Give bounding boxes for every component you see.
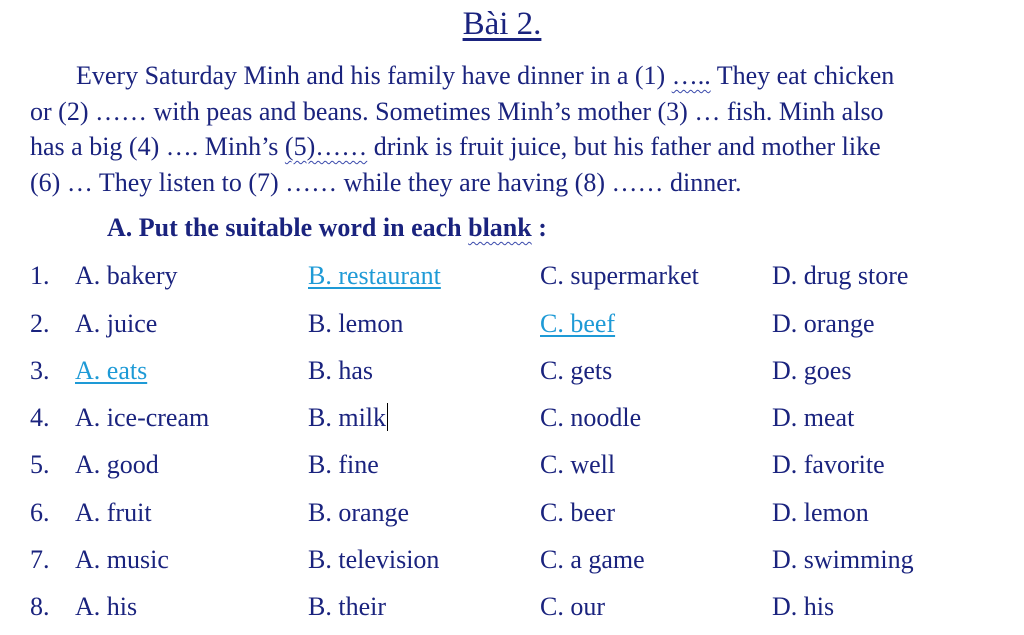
instruction-text: A. Put the suitable word in each bbox=[107, 213, 469, 242]
passage-text: drink is fruit juice, but his father and mother like bbox=[367, 132, 881, 161]
option-a[interactable]: A. ice-cream bbox=[75, 403, 210, 432]
option-a-correct[interactable]: A. eats bbox=[75, 356, 148, 385]
option-a[interactable]: A. good bbox=[75, 450, 159, 479]
option-b-text: B. milk bbox=[308, 403, 387, 432]
question-number: 7. bbox=[30, 545, 50, 574]
question-row-7 bbox=[0, 538, 1024, 582]
question-number: 1. bbox=[30, 261, 50, 290]
option-b[interactable]: B. lemon bbox=[308, 309, 404, 338]
option-a[interactable]: A. bakery bbox=[75, 261, 178, 290]
question-number: 5. bbox=[30, 450, 50, 479]
question-number: 8. bbox=[30, 592, 50, 621]
option-b-correct[interactable]: B. restaurant bbox=[308, 261, 441, 290]
question-row-6 bbox=[0, 491, 1024, 535]
option-d[interactable]: D. meat bbox=[772, 403, 855, 432]
question-row-8 bbox=[0, 585, 1024, 629]
question-row-3 bbox=[0, 349, 1024, 393]
option-d[interactable]: D. his bbox=[772, 592, 835, 621]
option-c[interactable]: C. beer bbox=[540, 498, 616, 527]
spell-check-mark: blank bbox=[468, 213, 532, 242]
option-b[interactable] bbox=[308, 396, 388, 440]
option-b[interactable]: B. television bbox=[308, 545, 440, 574]
question-row-2 bbox=[0, 302, 1024, 346]
option-d[interactable]: D. goes bbox=[772, 356, 852, 385]
spell-check-mark: (5)…… bbox=[284, 132, 368, 161]
spell-check-mark: ….. bbox=[671, 61, 711, 90]
passage bbox=[30, 58, 1010, 200]
text-cursor bbox=[387, 403, 388, 431]
option-c[interactable]: C. our bbox=[540, 592, 605, 621]
instruction-heading bbox=[107, 208, 547, 248]
option-a[interactable]: A. fruit bbox=[75, 498, 152, 527]
question-number: 6. bbox=[30, 498, 50, 527]
option-d[interactable]: D. orange bbox=[772, 309, 875, 338]
option-c[interactable]: C. supermarket bbox=[540, 261, 699, 290]
question-row-5 bbox=[0, 443, 1024, 487]
option-b[interactable]: B. has bbox=[308, 356, 373, 385]
option-a[interactable]: A. music bbox=[75, 545, 169, 574]
option-b[interactable]: B. their bbox=[308, 592, 386, 621]
question-row-4 bbox=[0, 396, 1024, 440]
option-d[interactable]: D. drug store bbox=[772, 261, 909, 290]
option-c[interactable]: C. a game bbox=[540, 545, 645, 574]
passage-line-3 bbox=[30, 129, 1010, 165]
question-number: 3. bbox=[30, 356, 50, 385]
option-c[interactable]: C. gets bbox=[540, 356, 613, 385]
question-number: 2. bbox=[30, 309, 50, 338]
option-b[interactable]: B. orange bbox=[308, 498, 410, 527]
passage-text: Every Saturday Minh and his family have dinner in a (1) bbox=[76, 61, 672, 90]
option-d[interactable]: D. lemon bbox=[772, 498, 869, 527]
page-title: Bài 2. bbox=[462, 6, 542, 42]
passage-text: They eat chicken bbox=[710, 61, 895, 90]
question-number: 4. bbox=[30, 403, 50, 432]
question-row-1 bbox=[0, 254, 1024, 298]
option-c-correct[interactable]: C. beef bbox=[540, 309, 616, 338]
passage-line-2: or (2) …… with peas and beans. Sometimes Minh’s mother (3) … fish. Minh also bbox=[30, 96, 884, 126]
passage-line-1 bbox=[30, 58, 1010, 94]
passage-text: has a big (4) …. Minh’s bbox=[30, 132, 285, 161]
option-c[interactable]: C. noodle bbox=[540, 403, 642, 432]
option-a[interactable]: A. juice bbox=[75, 309, 158, 338]
option-b[interactable]: B. fine bbox=[308, 450, 379, 479]
instruction-text: : bbox=[531, 213, 547, 242]
option-d[interactable]: D. favorite bbox=[772, 450, 885, 479]
option-d[interactable]: D. swimming bbox=[772, 545, 914, 574]
passage-line-4: (6) … They listen to (7) …… while they are having (8) …… dinner. bbox=[30, 167, 742, 197]
option-a[interactable]: A. his bbox=[75, 592, 138, 621]
option-c[interactable]: C. well bbox=[540, 450, 616, 479]
